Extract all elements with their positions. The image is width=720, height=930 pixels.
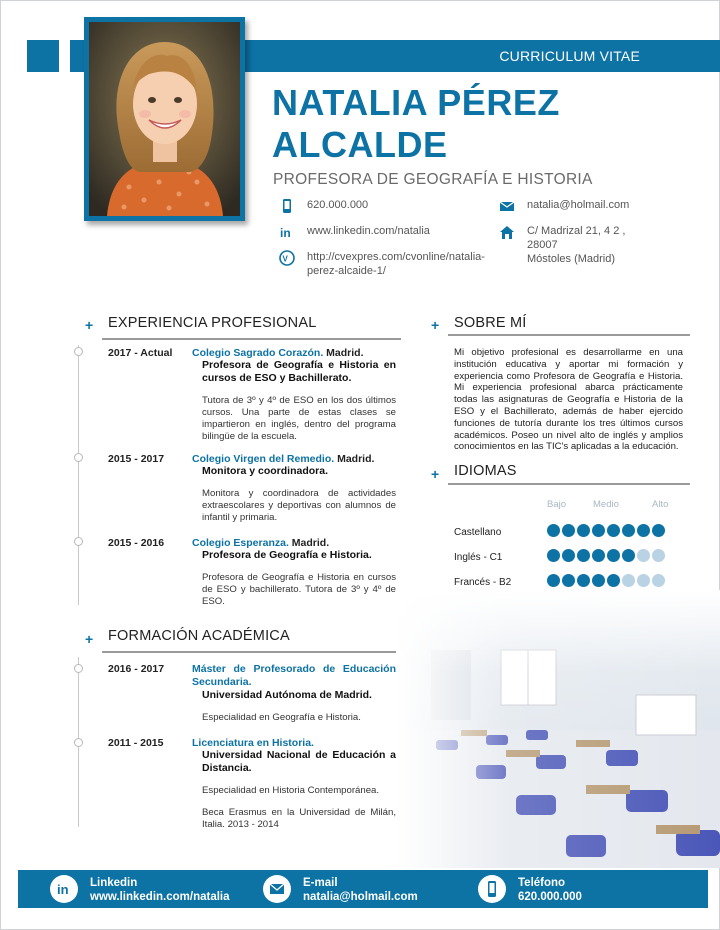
- email-text: natalia@holmail.com: [527, 199, 630, 211]
- languages-heading: IDIOMAS: [454, 463, 517, 479]
- linkedin-icon: [50, 875, 78, 903]
- mail-icon: [263, 875, 291, 903]
- entry-position: Universidad Nacional de Educación a Distancia.: [202, 749, 396, 774]
- entry-description: Monitora y coordinadora de actividades extraescolares y deportivas con alumnos de infantil y primaria.: [202, 488, 396, 523]
- level-dot-filled: [652, 524, 665, 537]
- language-name: Inglés - C1: [454, 552, 503, 563]
- level-dot-filled: [577, 549, 590, 562]
- entry-position: Monitora y coordinadora.: [202, 465, 329, 477]
- timeline-dot: [74, 347, 83, 356]
- level-dot-filled: [607, 524, 620, 537]
- linkedin-text: www.linkedin.com/natalia: [307, 225, 430, 237]
- level-dot-filled: [562, 574, 575, 587]
- web-text: [307, 250, 485, 278]
- footer-bar: [18, 870, 708, 908]
- entry-date: 2016 - 2017: [108, 663, 165, 675]
- phone-text: 620.000.000: [307, 199, 369, 211]
- level-dot-filled: [622, 524, 635, 537]
- level-dot-filled: [607, 574, 620, 587]
- classroom-photo: [396, 590, 720, 868]
- name-line-1: NATALIA PÉREZ: [272, 82, 560, 123]
- experience-heading: EXPERIENCIA PROFESIONAL: [108, 315, 317, 331]
- svg-text:V: V: [282, 254, 288, 264]
- entry-org: Máster de Profesorado de Educación Secundaria.: [192, 663, 396, 688]
- language-name: Francés - B2: [454, 577, 512, 588]
- level-dot-filled: [547, 574, 560, 587]
- footer-phone-value: 620.000.000: [518, 891, 582, 903]
- level-dot-filled: [607, 549, 620, 562]
- svg-text:in: in: [57, 882, 69, 897]
- entry-description-extra: Beca Erasmus en la Universidad de Milán, Italia. 2013 - 2014: [202, 807, 396, 830]
- address-line-1: C/ Madrizal 21, 4 2 ,: [527, 225, 626, 237]
- address-line-2: 28007: [527, 239, 558, 251]
- education-heading: FORMACIÓN ACADÉMICA: [108, 628, 290, 644]
- level-dot-filled: [637, 524, 650, 537]
- plus-icon: +: [85, 317, 94, 333]
- experience-rule: [102, 338, 401, 340]
- level-dot-empty: [622, 574, 635, 587]
- entry-position: Universidad Autónoma de Madrid.: [202, 689, 372, 701]
- plus-icon: +: [431, 466, 440, 482]
- timeline-dot: [74, 453, 83, 462]
- about-text: Mi objetivo profesional es desarrollarme en una institución educativa y aportar mi formación y experiencia como Profesora de Geografía e Historia. Mi experiencia profesional abarca prácticamente todas las asignaturas de Geografía e Historia de la ESO y el Bachillerato, además de haber ejercido funciones de tutoría durante los tres últimos cursos académicos. Poseo un nivel alto de inglés y amplios conocimientos en las TIC's aplicadas a la educación.: [454, 347, 683, 453]
- cv-web-icon: [279, 250, 295, 266]
- level-dot-filled: [592, 549, 605, 562]
- entry-org: Colegio Sagrado Corazón.: [192, 347, 324, 359]
- language-level: [547, 549, 665, 562]
- level-dot-filled: [547, 524, 560, 537]
- entry-date: 2015 - 2016: [108, 537, 165, 549]
- level-dot-filled: [622, 549, 635, 562]
- footer-linkedin-value: www.linkedin.com/natalia: [90, 891, 230, 903]
- entry-description: Especialidad en Historia Contemporánea.: [202, 785, 380, 796]
- language-name: Castellano: [454, 527, 502, 538]
- level-dot-empty: [652, 549, 665, 562]
- education-rule: [102, 651, 401, 653]
- level-dot-filled: [577, 524, 590, 537]
- linkedin-icon: [279, 224, 295, 240]
- level-dot-filled: [592, 574, 605, 587]
- entry-city: Madrid.: [288, 537, 330, 549]
- address-line-3: Móstoles (Madrid): [527, 253, 616, 265]
- language-level: [547, 524, 665, 537]
- footer-email-value: natalia@holmail.com: [303, 891, 418, 903]
- level-dot-filled: [592, 524, 605, 537]
- svg-text:in: in: [280, 226, 291, 240]
- languages-rule: [448, 483, 690, 485]
- footer-email-label: E-mail: [303, 877, 338, 889]
- about-rule: [448, 334, 690, 336]
- entry-date: 2015 - 2017: [108, 453, 165, 465]
- scale-low-label: Bajo: [547, 499, 567, 510]
- plus-icon: +: [431, 317, 440, 333]
- web-line-1: http://cvexpres.com/cvonline/natalia-: [307, 251, 485, 263]
- entry-org: Colegio Esperanza.: [192, 537, 289, 549]
- entry-date: 2011 - 2015: [108, 737, 164, 749]
- full-name: [272, 82, 560, 166]
- entry-city: Madrid.: [334, 453, 375, 465]
- header-accent-square: [27, 40, 59, 72]
- language-level: [547, 574, 665, 587]
- timeline-dot: [74, 537, 83, 546]
- cv-label: CURRICULUM VITAE: [499, 48, 640, 64]
- entry-city: Madrid.: [323, 347, 364, 359]
- entry-org: Licenciatura en Historia.: [192, 737, 314, 749]
- address-text: [527, 224, 625, 266]
- entry-org: Colegio Virgen del Remedio.: [192, 453, 335, 465]
- entry-description: Profesora de Geografía e Historia en cursos de ESO y bachillerato. Tutora de 3º y 4º de ESO.: [202, 572, 396, 607]
- name-line-2: ALCALDE: [272, 124, 448, 165]
- level-dot-filled: [577, 574, 590, 587]
- scale-high-label: Alto: [652, 499, 669, 510]
- entry-position: Profesora de Geografía e Historia en cursos de ESO y Bachillerato.: [202, 359, 396, 384]
- entry-description: Especialidad en Geografía e Historia.: [202, 712, 361, 723]
- footer-phone-label: Teléfono: [518, 877, 566, 889]
- phone-icon: [279, 198, 295, 214]
- level-dot-empty: [637, 574, 650, 587]
- level-dot-filled: [562, 524, 575, 537]
- level-dot-filled: [562, 549, 575, 562]
- footer-linkedin-label: Linkedin: [90, 877, 138, 889]
- experience-timeline: [78, 345, 79, 605]
- phone-icon: [478, 875, 506, 903]
- entry-date: 2017 - Actual: [108, 347, 173, 359]
- about-heading: SOBRE MÍ: [454, 315, 527, 331]
- job-title: PROFESORA DE GEOGRAFÍA E HISTORIA: [273, 171, 593, 188]
- level-dot-filled: [547, 549, 560, 562]
- timeline-dot: [74, 664, 83, 673]
- scale-mid-label: Medio: [593, 499, 619, 510]
- home-icon: [499, 224, 515, 240]
- level-dot-empty: [637, 549, 650, 562]
- plus-icon: +: [85, 631, 94, 647]
- entry-position: Profesora de Geografía e Historia.: [202, 549, 372, 561]
- mail-icon: [499, 198, 515, 214]
- profile-photo: [84, 17, 245, 221]
- timeline-dot: [74, 738, 83, 747]
- level-dot-empty: [652, 574, 665, 587]
- web-line-2: perez-alcaide-1/: [307, 265, 386, 277]
- entry-description: Tutora de 3º y 4º de ESO en los dos últimos cursos. Una parte de estas clases se impartieron en inglés, dentro del programa bilingüe de la escuela.: [202, 395, 396, 442]
